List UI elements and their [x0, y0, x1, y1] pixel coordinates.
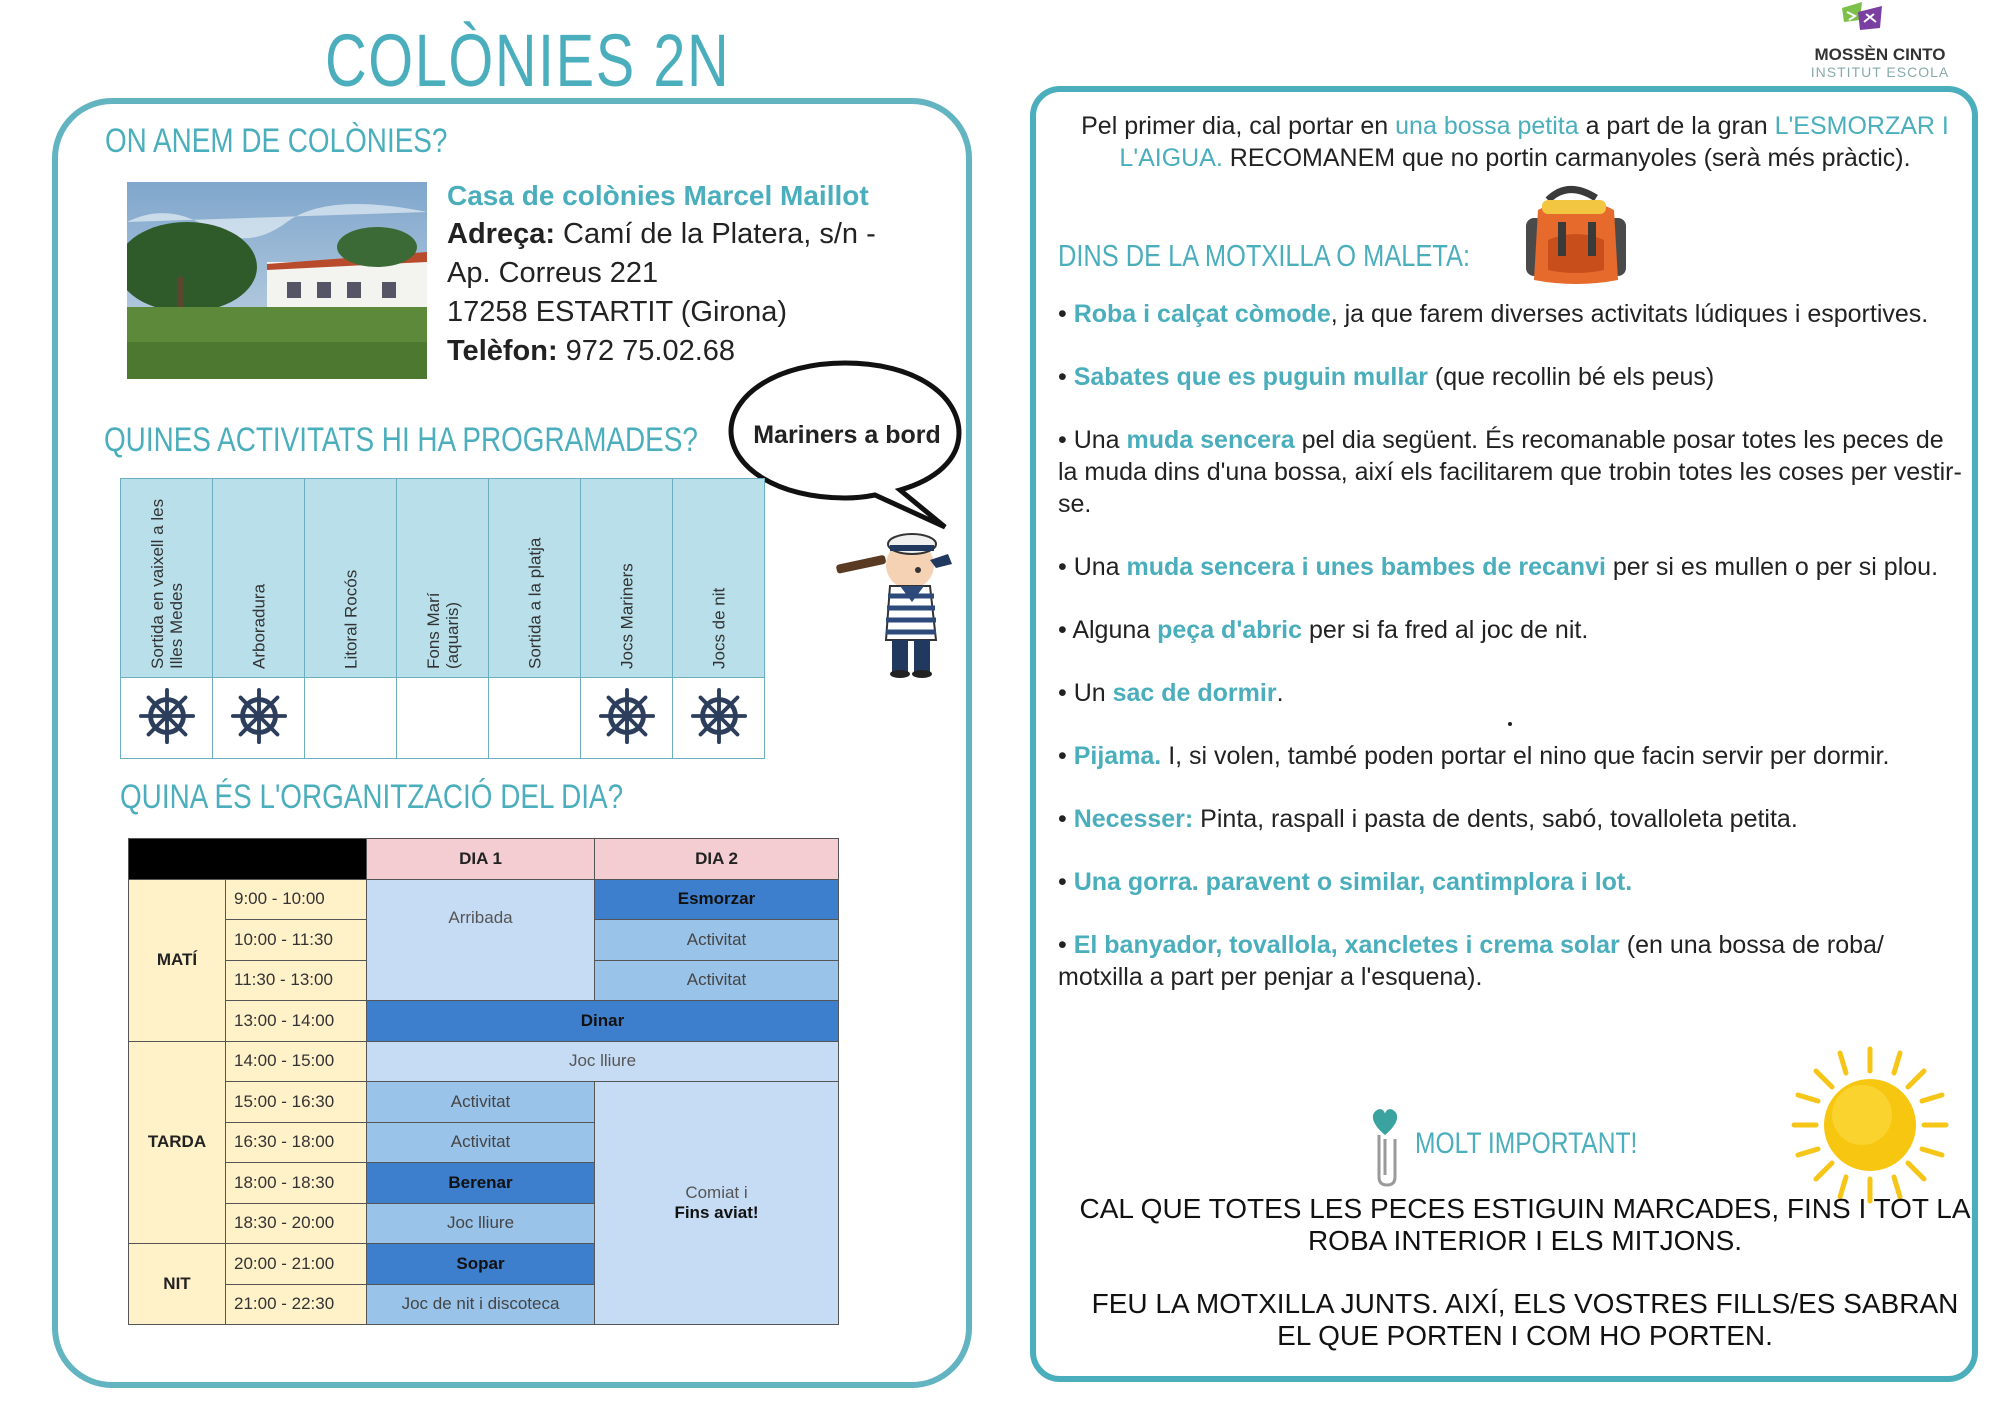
activity-mark-cell	[673, 678, 765, 759]
backpack-icon	[1508, 180, 1648, 290]
sun-icon	[1790, 1045, 1950, 1205]
period-nit: NIT	[129, 1244, 226, 1325]
time-slot: 11:30 - 13:00	[226, 960, 367, 1001]
sailor-boy-icon	[830, 530, 960, 680]
ship-wheel-icon	[138, 730, 196, 749]
activity-cell	[489, 479, 581, 678]
schedule-table	[128, 838, 839, 1325]
activities-header-row	[121, 479, 765, 678]
stray-dot	[1508, 722, 1512, 726]
where-title: ON ANEM DE COLÒNIES?	[105, 122, 448, 160]
intro-highlight: una bossa petita	[1395, 112, 1579, 140]
activity-label: Arboradura	[249, 583, 268, 669]
comiat-cell	[595, 1082, 839, 1325]
address-line2: Ap. Correus 221	[447, 257, 659, 289]
activity-cell	[397, 479, 489, 678]
time-slot: 18:00 - 18:30	[226, 1163, 367, 1204]
time-slot: 9:00 - 10:00	[226, 879, 367, 920]
bubble-text: Mariners a bord	[753, 421, 941, 449]
packing-list	[1058, 298, 1963, 1024]
time-slot: 16:30 - 18:00	[226, 1122, 367, 1163]
house-photo	[127, 182, 427, 379]
day1-header: DIA 1	[367, 839, 595, 880]
arribada-cell: Arribada	[367, 879, 595, 1001]
organization-title: QUINA ÉS L'ORGANITZACIÓ DEL DIA?	[120, 778, 624, 816]
list-item: • Un sac de dormir.	[1058, 679, 1284, 707]
activity-label: Sortida en vaixell a les Illes Medes	[147, 498, 186, 669]
list-item: • Una gorra. paravent o similar, cantimplora i lot.	[1058, 868, 1633, 896]
activity-cell	[121, 479, 213, 678]
activity-label: Jocs Mariners	[617, 563, 636, 669]
list-item: • Sabates que es puguin mullar (que recollin bé els peus)	[1058, 363, 1715, 391]
time-slot: 13:00 - 14:00	[226, 1001, 367, 1042]
activities-title: QUINES ACTIVITATS HI HA PROGRAMADES?	[104, 421, 698, 459]
time-slot: 14:00 - 15:00	[226, 1041, 367, 1082]
venue-info	[447, 176, 967, 371]
logo-subtitle: INSTITUT ESCOLA	[1810, 64, 1950, 80]
venue-address	[447, 215, 967, 254]
list-item: • Una muda sencera i unes bambes de recanvi per si es mullen o per si plou.	[1058, 553, 1939, 581]
important-title: MOLT IMPORTANT!	[1415, 1127, 1638, 1160]
activity-label: Fons Marí (aquaris)	[423, 592, 462, 669]
period-mati: MATÍ	[129, 879, 226, 1041]
esmorzar-cell: Esmorzar	[595, 879, 839, 920]
dinar-cell: Dinar	[367, 1001, 839, 1042]
ship-wheel-icon	[230, 730, 288, 749]
time-slot: 21:00 - 22:30	[226, 1284, 367, 1325]
intro-highlight: L'ESMORZAR I L'AIGUA.	[1119, 112, 1949, 172]
activity-cell	[305, 479, 397, 678]
activity-mark-cell	[397, 678, 489, 759]
schedule-corner	[129, 839, 367, 880]
time-slot: 20:00 - 21:00	[226, 1244, 367, 1285]
paperclip-heart-icon	[1365, 1105, 1405, 1187]
sopar-cell: Sopar	[367, 1244, 595, 1285]
fins-aviat-text: Fins aviat!	[674, 1203, 759, 1222]
address-line3: 17258 ESTARTIT (Girona)	[447, 296, 788, 328]
intro-part: a part de la gran	[1578, 112, 1775, 140]
list-item: • Pijama. I, si volen, també poden portar el nino que facin servir per dormir.	[1058, 742, 1890, 770]
activity-cell-day1: Activitat	[367, 1082, 595, 1123]
activity-cell	[213, 479, 305, 678]
warning-pack-together: FEU LA MOTXILLA JUNTS. AIXÍ, ELS VOSTRES FILLS/ES SABRAN EL QUE PORTEN I COM HO PORTEN.	[1091, 1288, 1959, 1351]
activity-cell-day1: Activitat	[367, 1122, 595, 1163]
list-item: • Alguna peça d'abric per si fa fred al joc de nit.	[1058, 616, 1589, 644]
address-label: Adreça:	[447, 218, 555, 250]
comiat-text: Comiat i	[685, 1183, 748, 1202]
activities-icon-row	[121, 678, 765, 759]
period-tarda: TARDA	[129, 1041, 226, 1244]
joc-lliure-day1-cell: Joc lliure	[367, 1203, 595, 1244]
activity-cell	[673, 479, 765, 678]
day2-header: DIA 2	[595, 839, 839, 880]
berenar-cell: Berenar	[367, 1163, 595, 1204]
activities-table	[120, 478, 765, 759]
activity-label: Jocs de nit	[709, 587, 728, 669]
venue-name: Casa de colònies Marcel Maillot	[447, 180, 869, 211]
activity-mark-cell	[213, 678, 305, 759]
joc-nit-cell: Joc de nit i discoteca	[367, 1284, 595, 1325]
intro-part: RECOMANEM que no portin carmanyoles (serà més pràctic).	[1222, 144, 1911, 172]
activity-label: Sortida a la platja	[525, 537, 544, 669]
list-item: • El banyador, tovallola, xancletes i crema solar (en una bossa de roba/ motxilla a part per penjar a l'esquena).	[1058, 931, 1884, 991]
time-slot: 15:00 - 16:30	[226, 1082, 367, 1123]
list-item: • Necesser: Pinta, raspall i pasta de dents, sabó, tovalloleta petita.	[1058, 805, 1798, 833]
ship-wheel-icon	[690, 730, 748, 749]
activity-mark-cell	[305, 678, 397, 759]
activity-cell-day2: Activitat	[595, 960, 839, 1001]
warning-marked-clothes: CAL QUE TOTES LES PECES ESTIGUIN MARCADES, FINS I TOT LA ROBA INTERIOR I ELS MITJONS.	[1079, 1193, 1971, 1256]
page-title: COLÒNIES 2N	[325, 19, 731, 102]
time-slot: 10:00 - 11:30	[226, 920, 367, 961]
time-slot: 18:30 - 20:00	[226, 1203, 367, 1244]
activity-mark-cell	[581, 678, 673, 759]
list-item: • Roba i calçat còmode, ja que farem diverses activitats lúdiques i esportives.	[1058, 300, 1929, 328]
motxilla-title: DINS DE LA MOTXILLA O MALETA:	[1058, 238, 1471, 273]
school-logo	[1800, 0, 1960, 90]
activity-label: Litoral Rocós	[341, 569, 360, 669]
activity-cell	[581, 479, 673, 678]
list-item: • Una muda sencera pel dia següent. És recomanable posar totes les peces de la muda dins d'una bossa, així els facilitarem que trobin totes les coses per vestir-se.	[1058, 426, 1962, 518]
logo-icon	[1800, 0, 1960, 48]
intro-part: Pel primer dia, cal portar en	[1081, 112, 1396, 140]
phone-number: 972 75.02.68	[557, 335, 736, 367]
address-line1: Camí de la Platera, s/n -	[555, 218, 876, 250]
logo-name: MOSSÈN CINTO	[1814, 45, 1946, 64]
activity-cell-day2: Activitat	[595, 920, 839, 961]
phone-label: Telèfon:	[447, 335, 558, 367]
activity-mark-cell	[489, 678, 581, 759]
activity-mark-cell	[121, 678, 213, 759]
ship-wheel-icon	[598, 730, 656, 749]
intro-text	[1060, 110, 1970, 174]
joc-lliure-cell: Joc lliure	[367, 1041, 839, 1082]
